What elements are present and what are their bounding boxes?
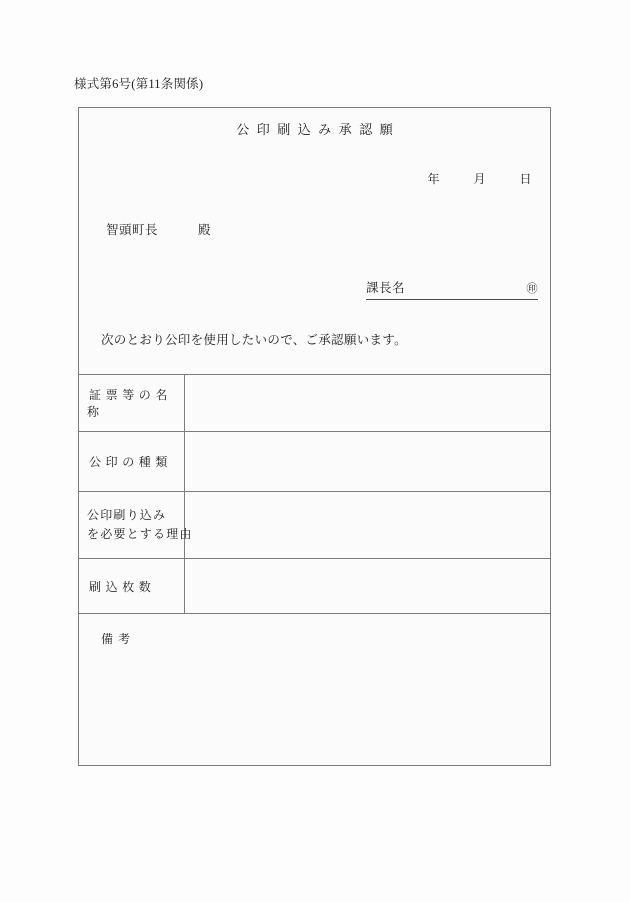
row-value-reason[interactable] — [185, 492, 550, 558]
row-label-reason — [79, 492, 193, 558]
remarks-section[interactable] — [79, 613, 550, 766]
form-frame — [78, 107, 551, 766]
row-value-sheet-count[interactable] — [185, 559, 550, 613]
seal-stamp-icon: ㊞ — [526, 283, 538, 295]
form-number-label: 様式第6号(第11条関係) — [74, 77, 204, 91]
row-value-seal-type[interactable] — [185, 432, 550, 491]
addressee — [106, 220, 211, 238]
table-row — [79, 374, 550, 431]
remarks-label: 備考 — [101, 632, 136, 646]
date-line — [427, 170, 532, 187]
date-month-label: 月 — [473, 172, 486, 186]
table-row — [79, 491, 550, 558]
table-row — [79, 558, 550, 613]
addressee-name: 智頭町長 — [106, 223, 159, 237]
date-year-label: 年 — [427, 172, 440, 186]
addressee-honorific: 殿 — [198, 223, 211, 237]
signature-label: 課長名 — [366, 281, 406, 295]
signature-line — [366, 278, 538, 300]
row-label-text-line2: を必要とする理由 — [87, 527, 193, 541]
row-value-certificate-name[interactable] — [185, 375, 550, 431]
request-statement: 次のとおり公印を使用したいので、ご承認願います。 — [101, 333, 407, 347]
row-label-text: 公印の種類 — [89, 455, 173, 469]
row-label-sheet-count — [79, 559, 185, 613]
table-row — [79, 431, 550, 491]
row-label-text-line1: 公印刷り込み — [87, 508, 167, 523]
row-label-seal-type — [79, 432, 185, 491]
date-day-label: 日 — [519, 172, 532, 186]
row-label-text: 刷込枚数 — [89, 579, 156, 594]
row-label-certificate-name — [79, 375, 185, 431]
page-title: 公印刷込み承認願 — [236, 122, 401, 137]
row-label-text: 証票等の名称 — [87, 388, 173, 419]
form-table — [79, 374, 550, 765]
letter-section — [79, 108, 550, 374]
